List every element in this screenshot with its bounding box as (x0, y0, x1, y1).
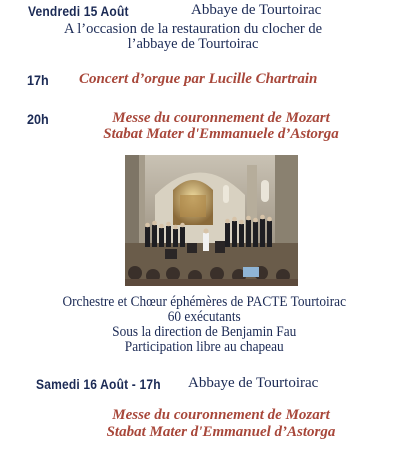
details-line2: 60 exécutants (167, 309, 241, 325)
event1-time: 17h (27, 72, 49, 88)
day2-title-line1: Messe du couronnement de Mozart (112, 407, 330, 423)
event2-title-line1: Messe du couronnement de Mozart (112, 110, 330, 126)
event2-time: 20h (27, 111, 49, 127)
event2-title-line2: Stabat Mater d'Emmanuele d’Astorga (103, 126, 339, 142)
day2-title-line2: Stabat Mater d'Emmanuel d’Astorga (106, 424, 336, 440)
day2-date-time: Samedi 16 Août - 17h (36, 376, 161, 392)
day1-place: Abbaye de Tourtoirac (191, 2, 322, 18)
details-line3: Sous la direction de Benjamin Fau (112, 324, 297, 340)
day1-occasion-line1: A l’occasion de la restauration du clocher de (63, 21, 323, 37)
concert-photo (125, 155, 298, 286)
details-line1: Orchestre et Chœur éphémères de PACTE Tourtoirac (62, 294, 347, 310)
day1-occasion-line2: l’abbaye de Tourtoirac (127, 36, 259, 52)
day1-date: Vendredi 15 Août (28, 3, 129, 19)
event1-title: Concert d’orgue par Lucille Chartrain (79, 71, 318, 87)
details-line4: Participation libre au chapeau (124, 339, 284, 355)
day2-place: Abbaye de Tourtoirac (188, 375, 319, 391)
